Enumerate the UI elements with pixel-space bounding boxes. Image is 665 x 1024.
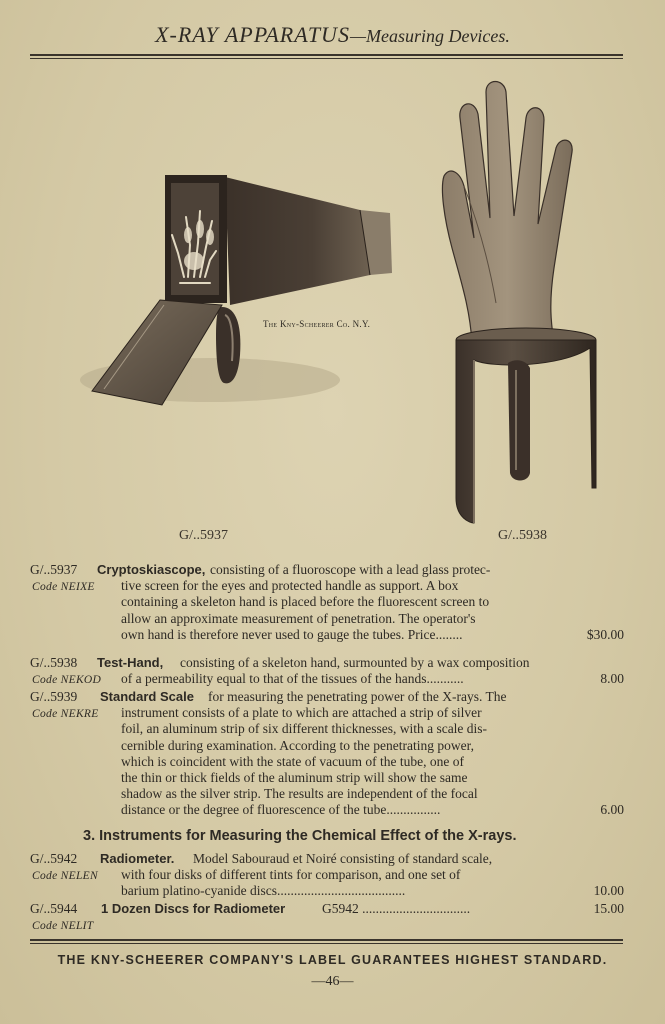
header-title: X-RAY APPARATUS xyxy=(155,22,350,47)
catalog-entry-5939 xyxy=(30,689,630,819)
right-figure-caption: G/..5938 xyxy=(498,528,547,543)
price: 8.00 xyxy=(600,671,624,687)
catalog-number: G/..5938 xyxy=(30,655,78,670)
description-line: which is coincident with the state of vacuum of the tube, one of xyxy=(121,753,465,769)
description-line: consisting of a skeleton hand, surmounted by a wax composition xyxy=(180,655,530,670)
engraving-maker-label: The Kny-Scheerer Co. N.Y. xyxy=(263,319,371,329)
description-line: tive screen for the eyes and protected handle as support. A box xyxy=(121,578,459,594)
description-line: instrument consists of a plate to which are attached a strip of silver xyxy=(121,705,482,721)
page-number: —46— xyxy=(311,974,354,989)
description-line: Model Sabouraud et Noiré consisting of standard scale, xyxy=(193,851,493,866)
catalog-entry-5942 xyxy=(30,851,630,900)
description-line: own hand is therefore never used to gauge the tubes. Price........ xyxy=(121,626,463,642)
description-line: distance or the degree of fluorescence of the tube................ xyxy=(121,802,441,818)
description-line: of a permeability equal to that of the tissues of the hands........... xyxy=(121,671,464,687)
catalog-number: G/..5944 xyxy=(30,901,78,916)
cryptoskiascope-illustration xyxy=(60,165,400,415)
description-line: G5942 ................................ xyxy=(322,901,471,916)
footer-rule-bottom xyxy=(30,943,623,944)
header-subtitle: —Measuring Devices. xyxy=(349,26,510,46)
description-line: foil, an aluminum strip of six different thicknesses, with a scale dis- xyxy=(121,721,488,737)
order-code: Code NEKRE xyxy=(32,708,99,721)
description-line: the thin or thick fields of the aluminum strip will show the same xyxy=(121,769,468,785)
price: 10.00 xyxy=(593,883,624,899)
catalog-number: G/..5939 xyxy=(30,689,78,704)
catalog-number: G/..5942 xyxy=(30,851,78,866)
product-name: Cryptoskiascope, xyxy=(97,562,206,577)
description-line: allow an approximate measurement of penetration. The operator's xyxy=(121,610,476,626)
description-line: with four disks of different tints for comparison, and one set of xyxy=(121,867,461,883)
price: $30.00 xyxy=(586,626,624,642)
description-line: shadow as the silver strip. The results are independent of the focal xyxy=(121,786,478,802)
order-code: Code NEKOD xyxy=(32,674,102,687)
description-line: for measuring the penetrating power of the X-rays. The xyxy=(208,689,507,704)
product-name: 1 Dozen Discs for Radiometer xyxy=(101,901,286,916)
product-name: Standard Scale xyxy=(100,689,194,704)
catalog-entry-5938 xyxy=(30,655,630,687)
left-figure-caption: G/..5937 xyxy=(179,528,228,543)
section-heading: 3. Instruments for Measuring the Chemical Effect of the X-rays. xyxy=(83,828,517,844)
description-line: cernible during examination. According to the penetrating power, xyxy=(121,737,474,753)
order-code: Code NELEN xyxy=(32,870,98,883)
price: 15.00 xyxy=(593,901,624,916)
order-code: Code NEIXE xyxy=(32,581,95,594)
header-rule-top xyxy=(30,54,623,56)
product-name: Test-Hand, xyxy=(97,655,164,670)
catalog-entry-5944 xyxy=(30,901,630,933)
order-code: Code NELIT xyxy=(32,920,94,933)
catalog-number: G/..5937 xyxy=(30,562,78,577)
description-line: consisting of a fluoroscope with a lead glass protec- xyxy=(210,562,491,577)
catalog-entry-5937 xyxy=(30,562,630,643)
description-line: barium platino-cyanide discs...................................... xyxy=(121,883,406,899)
footer-guarantee: THE KNY-SCHEERER COMPANY'S LABEL GUARANTEES HIGHEST STANDARD. xyxy=(57,953,608,967)
description-line: containing a skeleton hand is placed before the fluorescent screen to xyxy=(121,594,490,610)
page-header xyxy=(0,22,665,48)
header-rule-bottom xyxy=(30,58,623,59)
product-name: Radiometer. xyxy=(100,851,175,866)
price: 6.00 xyxy=(600,802,624,818)
test-hand-illustration xyxy=(430,78,600,528)
footer-rule-top xyxy=(30,939,623,941)
